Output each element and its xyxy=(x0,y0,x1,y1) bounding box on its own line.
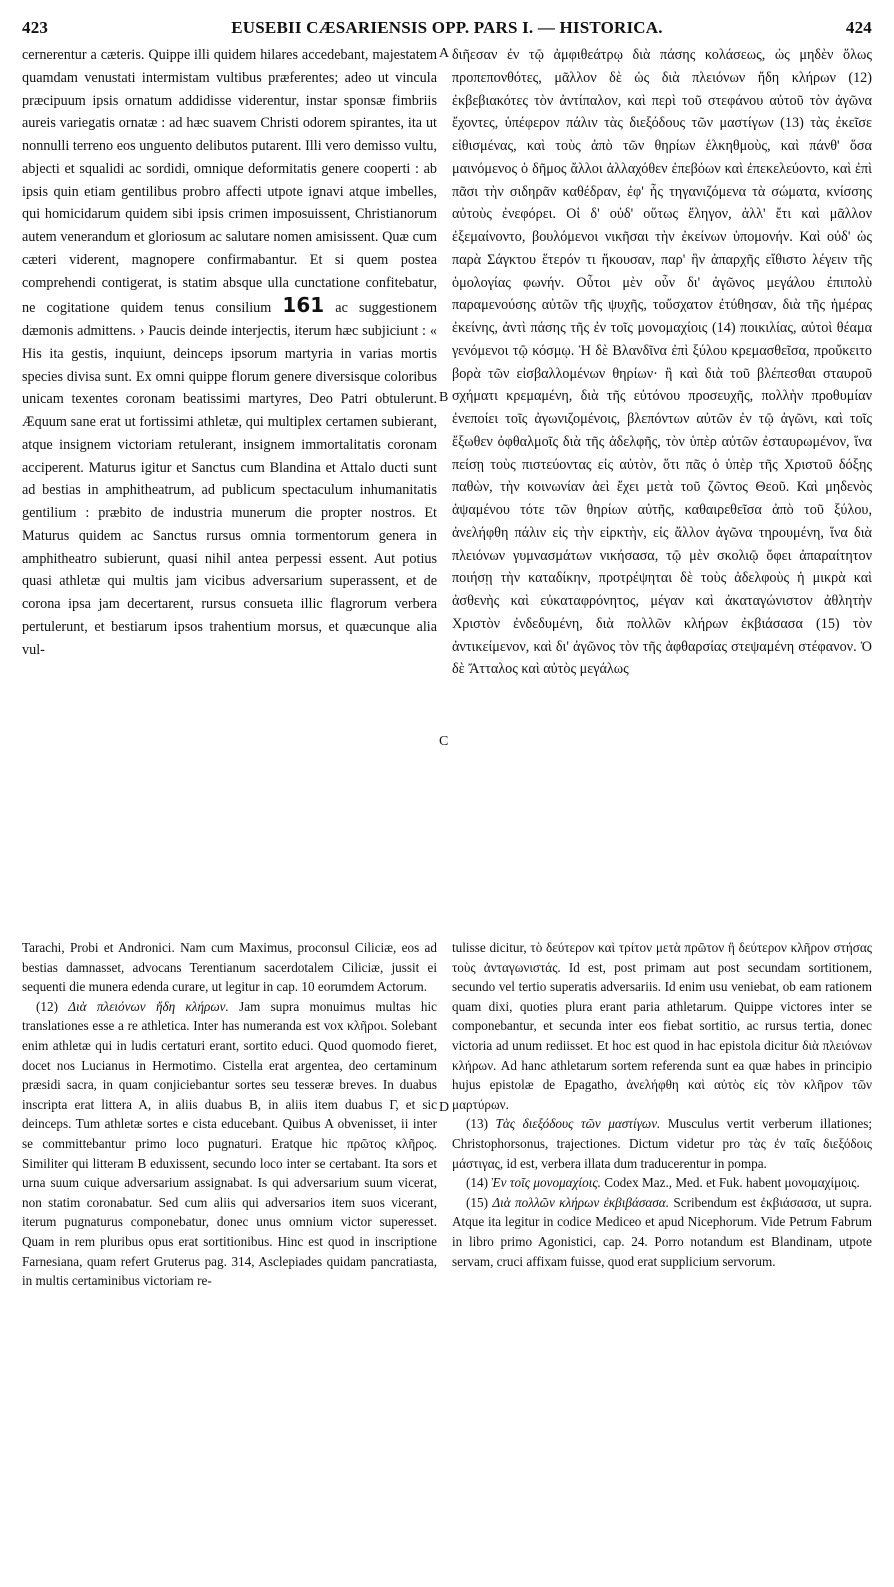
note-continuation: Tarachi, Probi et Andronici. Nam cum Maximus, proconsul Ciliciæ, eos ad bestias damnasset, advocans Terentianum sacerdotalem Ciliciæ, jussit ei sequenti die munera edenda curare, ut legitur in cap. 10 eorumdem Actorum. xyxy=(22,940,437,995)
margin-marker-d: D xyxy=(439,1100,450,1115)
margin-marker-a: A xyxy=(439,46,450,61)
greek-main-text xyxy=(452,44,872,681)
latin-main-text xyxy=(22,44,437,661)
note-14-label: (14) xyxy=(466,1175,488,1191)
note-13 xyxy=(452,1114,872,1173)
greek-paragraph: διῆεσαν ἐν τῷ ἀμφιθεάτρῳ διὰ πάσης κολάσεως, ὡς μηδὲν ὅλως προπεπονθότες, μᾶλλον δὲ ὡς διὰ πλειόνων ἤδη κλήρων (12) ἐκβεβιακότες τὸν ἀντίπαλον, καὶ περὶ τοῦ στεφάνου αὐτοῦ τὸν ἀγῶνα ἔχοντες, ὑπέφερον πάλιν τὰς διεξόδους τῶν μαστίγων (13) τὰς ἐκεῖσε εἰθισμένας, καὶ τοὺς ἀπὸ τῶν θηρίων ἑλκηθμοὺς, καὶ πάνθ' ὅσα μαινόμενος ὁ δῆμος ἄλλοι ἀλλαχόθεν ἐπεβόων καὶ ἐπεκελεύοντο, καὶ ἐπὶ πᾶσι τὴν σιδηρᾶν καθέδραν, ἐφ' ἧς τηγανιζόμενα τὰ σώματα, κνίσσης αὐτοὺς ἐνεφόρει. Οἱ δ' οὐδ' οὕτως ἔληγον, ἀλλ' ἔτι καὶ μᾶλλον ἐξεμαίνοντο, βουλόμενοι νικῆσαι τὴν ἐκείνων ὑπομονήν. Καὶ οὐδ' ὡς παρὰ Σάγκτου ἕτερόν τι ἤκουσαν, παρ' ἣν ἀπαρχῆς εἴθιστο λέγειν τῆς ὁμολογίας φωνήν. Οὗτοι μὲν οὖν δι' ἀγῶνος μεγάλου ἐπιπολὺ παραμενούσης αὐτῶν τῆς ψυχῆς, τοὔσχατον ἐτύθησαν, διὰ τῆς ἡμέρας ἐκείνης, ἀντὶ πάσης τῆς ἐν τοῖς μονομαχίοις (14) ποικιλίας, αὐτοὶ θέαμα γενόμενοι τῷ κόσμῳ. Ἡ δὲ Βλανδῖνα ἐπὶ ξύλου κρεμασθεῖσα, προὔκειτο βορὰ τῶν εἰσβαλλομένων θηρίων· ἣ καὶ διὰ τοῦ βλέπεσθαι σταυροῦ σχήματι κρεμαμένη, διὰ τῆς εὐτόνου προσευχῆς, πολλὴν προθυμίαν ἐνεποίει τοῖς ἀγωνιζομένοις, βλεπόντων αὐτῶν ἐν τῷ ἀγῶνι, καὶ τοῖς ἔξωθεν ὀφθαλμοῖς διὰ τῆς ἀδελφῆς, τὸν ὑπὲρ αὐτῶν ἐσταυρωμένον, ἵνα πείσῃ τοὺς πιστεύοντας εἰς αὐτὸν, ὅτι πᾶς ὁ ὑπὲρ τῆς Χριστοῦ δόξης παθὼν, τὴν κοινωνίαν ἀεὶ ἔχει μετὰ τοῦ ζῶντος Θεοῦ. Καὶ μηδενὸς ἁψαμένου τότε τῶν θηρίων αὐτῆς, καθαιρεθεῖσα ἀπὸ τοῦ ξύλου, ἀνελήφθη πάλιν εἰς τὴν εἱρκτὴν, εἰς ἄλλον ἀγῶνα τηρουμένη, ἵνα διὰ πλειόνων γυμνασμάτων νικήσασα, τῷ μὲν σκολιῷ ὄφει ἀπαραίτητον ποιήσῃ τὴν καταδίκην, προτρέψηται δὲ τοὺς ἀδελφοὺς ἡ μικρὰ καὶ ἀσθενὴς καὶ εὐκαταφρόνητος, μέγαν καὶ ἀκαταγώνιστον ἀθλητὴν Χριστὸν ἐνδεδυμένη, διὰ πολλῶν κλήρων ἐκβιάσασα (15) τὸν ἀντικείμενον, καὶ δι' ἀγῶνος τὸν τῆς ἀφθαρσίας στεψαμένη στέφανον. Ὁ δὲ Ἄτταλος καὶ αὐτὸς μεγάλως xyxy=(452,47,872,678)
latin-text-part-1: cernerentur a cæteris. Quippe illi quidem hilares accedebant, majestatem quamdam venustati intermistam vultibus præferentes; adeo ut vincula præcipuum ipsis ornatum addidisse viderentur, instar sponsæ fimbriis aureis variegatis ornatæ : ad hæc suavem Christi odorem spirantes, ita ut nonnulli terreno eos unguento delibutos putarent. Illi vero demisso vultu, abjecti et squalidi ac sordidi, omnique deformitatis genere cooperti : ab ipsis quin etiam gentilibus probro affecti utpote ignavi atque imbelles, qui homicidarum quidem sibi ipsis crimen imposuissent, Christianorum autem venerandum et gloriosum ac salutare nomen amisissent. Quæ cum cæteri viderent, magnopere confirmabantur. Et si quem postea comprehendi contigerat, is statim absque ulla cunctatione confitebatur, ne cogitatione quidem tenus consilium xyxy=(22,47,437,317)
note-12-lemma: Διὰ πλειόνων ἤδη κλήρων. xyxy=(68,998,229,1014)
note-13-lemma: Τὰς διεξόδους τῶν μαστίγων. xyxy=(495,1116,661,1132)
page-number-right: 424 xyxy=(845,18,872,37)
running-title: EUSEBII CÆSARIENSIS OPP. PARS I. — HISTORICA. xyxy=(231,18,663,37)
note-14-lemma: Ἐν τοῖς μονομαχίοις. xyxy=(491,1175,601,1191)
running-header xyxy=(22,18,872,42)
note-15-label: (15) xyxy=(466,1194,488,1210)
note-13-label: (13) xyxy=(466,1116,488,1132)
footnotes-right xyxy=(452,938,872,1271)
note-15 xyxy=(452,1193,872,1271)
latin-text-part-2: ac suggestionem dæmonis admittens. › Paucis deinde interjectis, iterum hæc subjiciunt : « His ita gestis, inquiunt, deinceps ipsorum martyria in varias mortis species divisa sunt. Ex omni quippe florum genere diversisque coloribus unicam texentes coronam beatissimi martyres, Deo Patri obtulerunt. Æquum sane erat ut fortissimi athletæ, qui multiplex certamen subierant, atque insignem victoriam retulerant, insignem immortalitatis coronam acciperent. Maturus igitur et Sanctus cum Blandina et Attalo ducti sunt ad bestias in amphitheatrum, ad publicum spectaculum inhumanitatis gentilium : præbito de industria munerum die propter nostros. Et Maturus quidem ac Sanctus rursus omnia tormentorum genera in amphitheatro subierunt, quasi nihil antea perpessi essent. Aut potius quasi athletæ qui multis jam vicibus adversarium superassent, et de corona ipsa jam decertarent, rursus consueta illic flagrorum verbera pertulerunt, et bestiarum ipsos trahentium morsus, et quæcunque alia vul- xyxy=(22,300,438,658)
note-14 xyxy=(452,1173,872,1193)
note-14-text: Codex Maz., Med. et Fuk. habent μονομαχίμοις. xyxy=(604,1175,860,1191)
footnotes-left xyxy=(22,938,437,1291)
page-number-left: 423 xyxy=(22,18,49,37)
note-15-text: Scribendum est ἐκβιάσασα, ut supra. Atque ita legitur in codice Mediceo et apud Nicephorum. Vide Petrum Fabrum in libro primo Agonistici, cap. 24. Porro notandum est Blandinam, utpote servam, cruci affixam fuisse, quod erat supplicium servorum. xyxy=(452,1194,872,1269)
note-12-text: Jam supra monuimus multas hic translationes esse a re athletica. Inter has numeranda est vox κλῆροι. Solebant enim athletæ qui in ludis certaturi erant, sortito educi. Quod quomodo fieret, docet nos Lucianus in Hermotimo. Cistella erat argentea, deo certaminum præsidi sacra, in quam conjiciebantur sortes seu tesseræ breves. In duabus inscripta erat littera A, in aliis duabus B, in aliis item duabus Γ, et sic deinceps. Tum athletæ sortes e cista educebant. Quibus A obvenisset, ii inter se committebantur primo loco pugnaturi. Eratque hic πρῶτος κλῆρος. Similiter qui litteram B eduxissent, secundo loco inter se certabant. Ita sors et urna suum cuique adversarium assignabat. Is qui adversarium suum vicerat, non statim coronabatur. Sed cum aliis qui adversarios item suos vicerant, iterum pugnaturus componebatur, donec unus omnium victor superesset. Quam in rem pluribus opus erat sortitionibus. Hinc est quod in inscriptione Farnesiana, quam refert Gruterus pag. 314, Asclepiades quidam pancratiasta, in multis certaminibus victoriam re- xyxy=(22,998,437,1289)
note-12-continued: tulisse dicitur, τὸ δεύτερον καὶ τρίτον μετὰ πρῶτον ἢ δεύτερον κλῆρον στήσας τοὺς ἀνταγωνιστάς. Id est, post primam aut post secundam sortitionem, secundo vel tertio superatis adversariis. Id enim usu veniebat, ob eam rationem quam dixi, quoties plura erant paria athletarum. Quippe victores inter se componebantur, et secunda inter eos fiebat sortitio, ac rursus tertia, donec victoria ad unum rediisset. Et hoc est quod in hac epistola dicitur διὰ πλειόνων κλήρων. Ad hanc athletarum sortem referenda sunt ea quæ habes in principio hujus epistolæ de Epagatho, ἀνελήφθη καὶ αὐτὸς εἰς τὸν κλῆρον τῶν μαρτύρων. xyxy=(452,940,872,1112)
latin-paragraph xyxy=(22,44,437,661)
note-12 xyxy=(22,997,437,1291)
note-13-text: Musculus vertit verberum illationes; Christophorsonus, trajectiones. Dictum videtur pro τὰς ἐν ταῖς διεξόδοις μάστιγας, id est, verbera illata dum traducerentur in pompa. xyxy=(452,1116,872,1171)
note-12-label: (12) xyxy=(36,998,58,1014)
inline-page-number: 161 xyxy=(282,293,325,318)
margin-marker-c: C xyxy=(439,734,449,749)
margin-marker-b: B xyxy=(439,390,449,405)
note-15-lemma: Διὰ πολλῶν κλήρων ἐκβιβάσασα. xyxy=(492,1194,670,1210)
